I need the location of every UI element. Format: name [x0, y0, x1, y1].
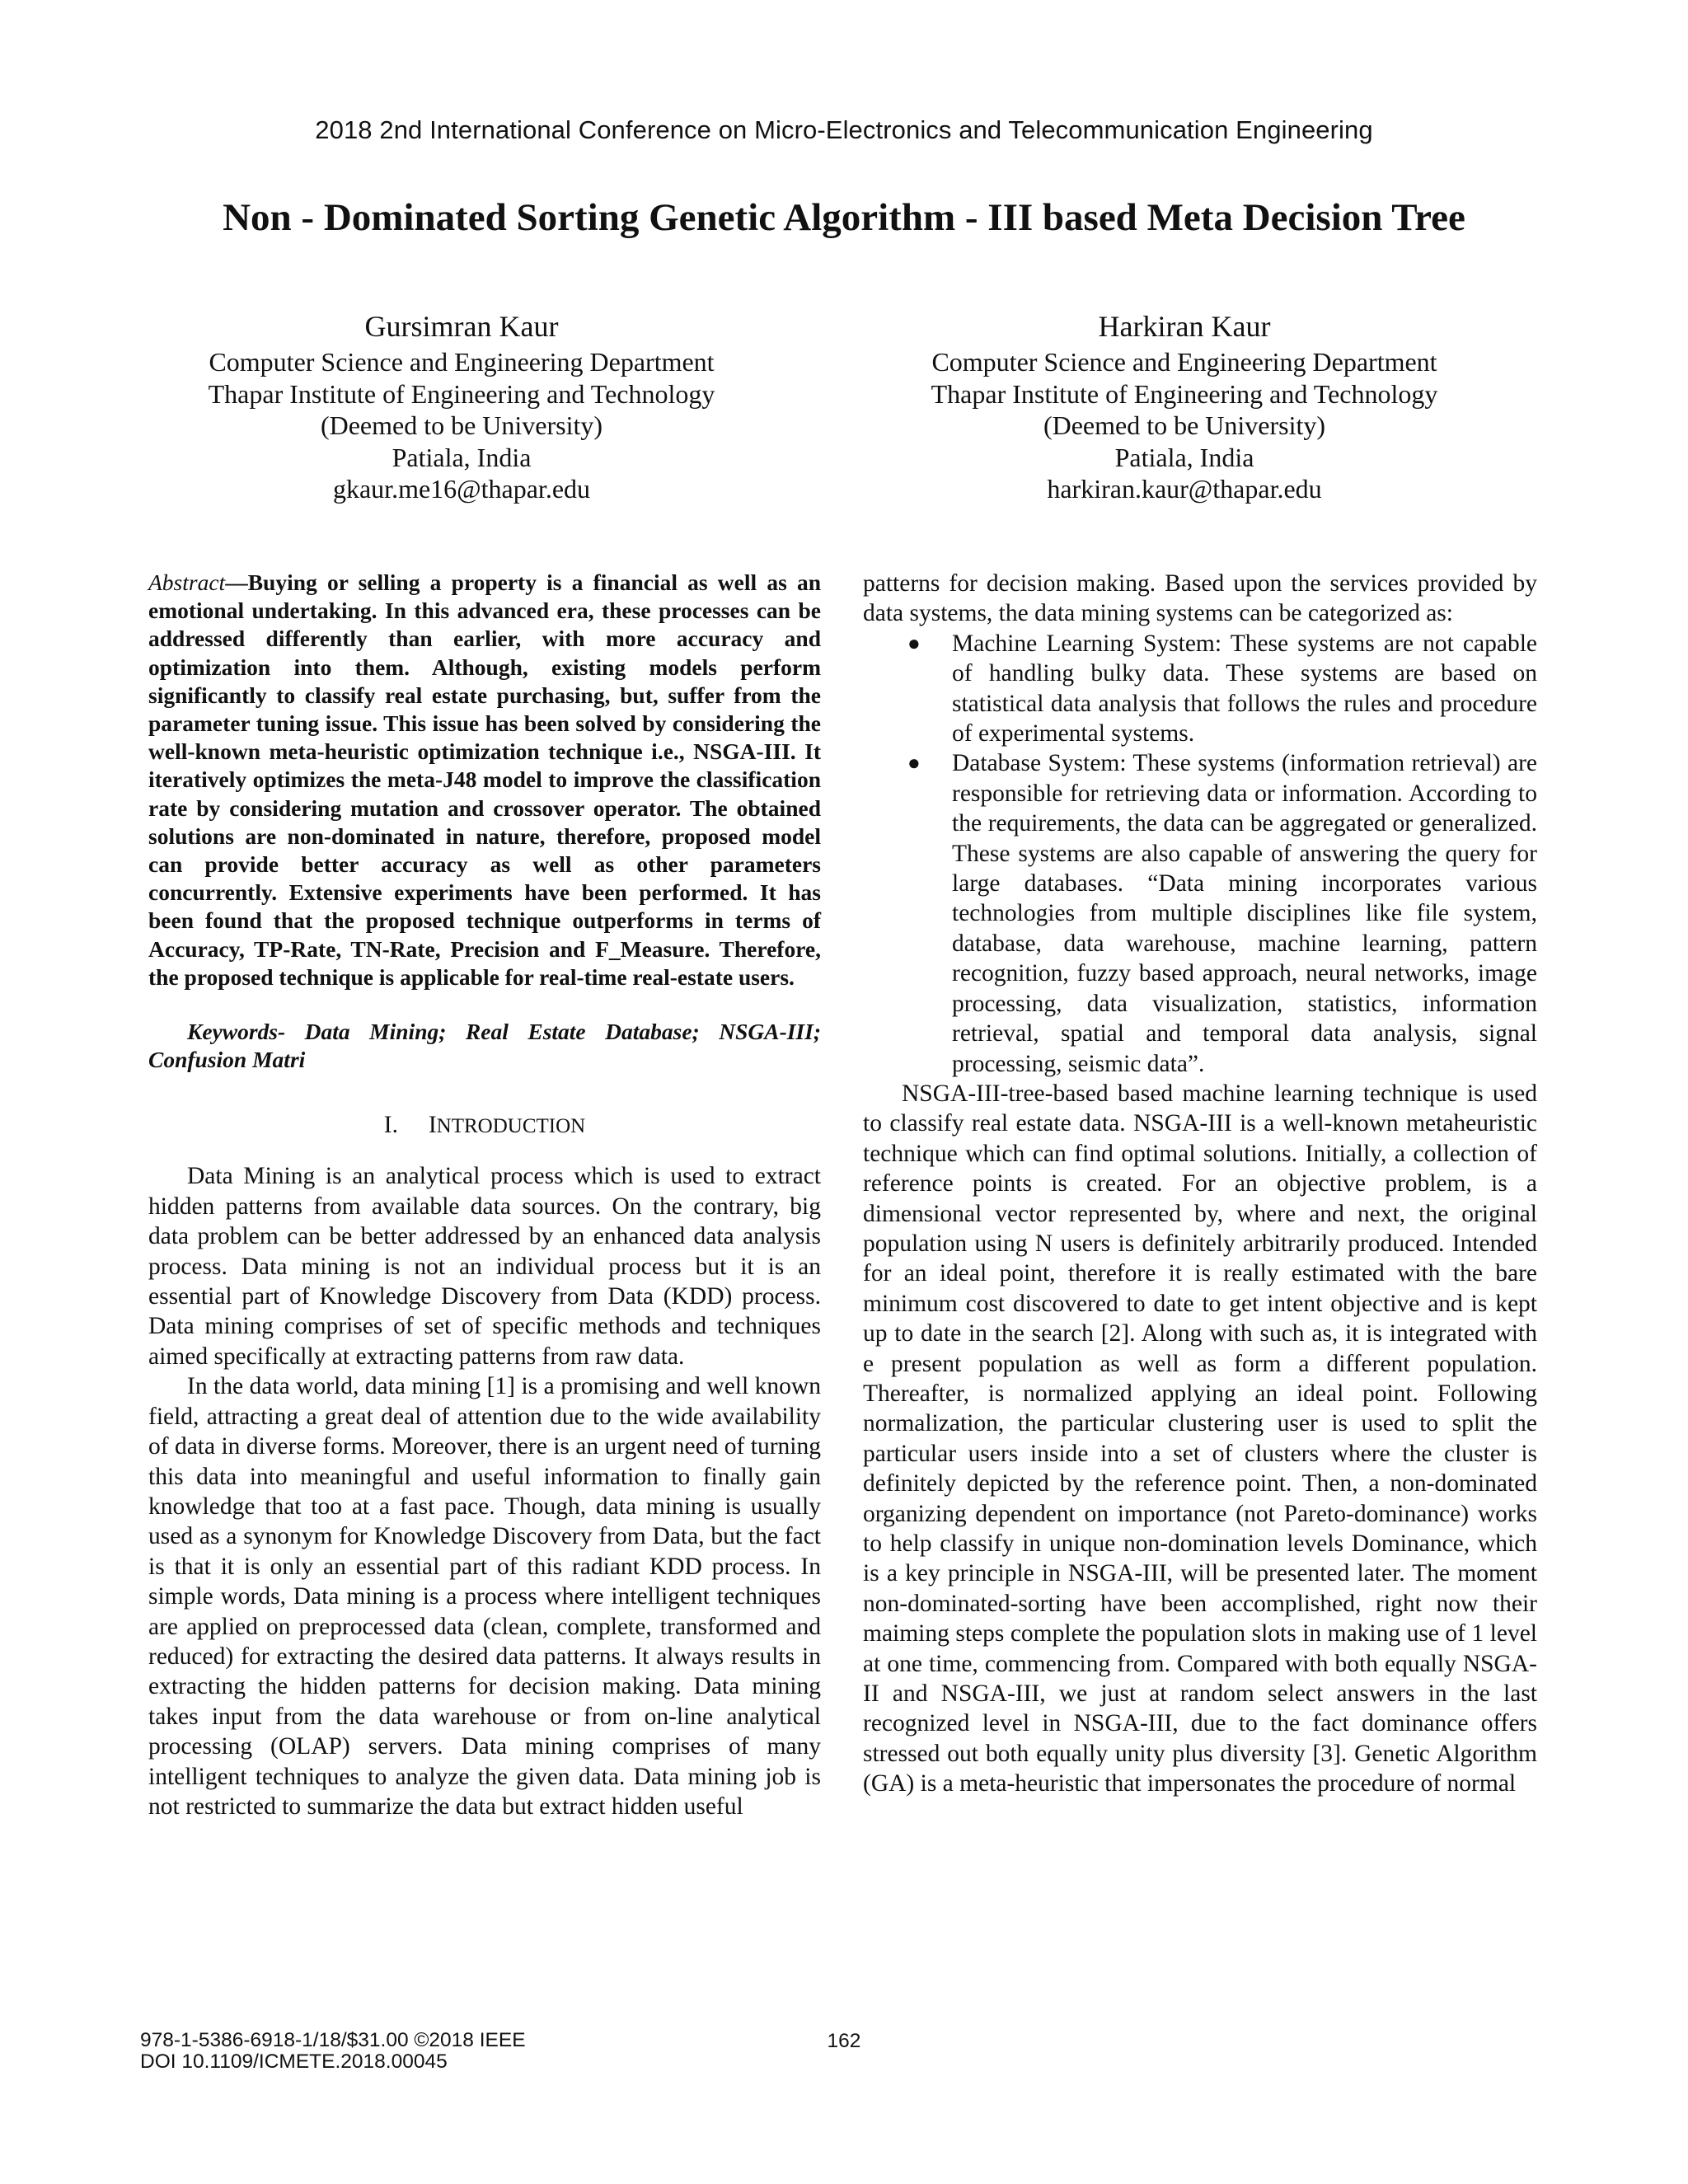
right-column	[863, 569, 1537, 1799]
abstract	[148, 569, 821, 991]
list-item	[863, 748, 1537, 1078]
conference-header: 2018 2nd International Conference on Micro-Electronics and Telecommunication Engineering	[315, 115, 1373, 144]
list-item	[863, 629, 1537, 749]
left-column	[148, 569, 821, 1821]
bullet-icon: ●	[907, 630, 921, 655]
system-types-list	[863, 629, 1537, 1079]
author-status: (Deemed to be University)	[320, 410, 603, 440]
author-email: gkaur.me16@thapar.edu	[332, 474, 591, 504]
bullet-icon: ●	[907, 751, 921, 776]
paper-title: Non - Dominated Sorting Genetic Algorithm - III based Meta Decision Tree	[223, 196, 1465, 239]
author-institute: Thapar Institute of Engineering and Technology	[208, 378, 715, 409]
section-title-rest: NTRODUCTION	[436, 1115, 586, 1138]
abstract-label: Abstract	[148, 569, 226, 595]
section-heading-introduction	[148, 1110, 821, 1141]
author-department: Computer Science and Engineering Department	[931, 347, 1437, 377]
author-name: Harkiran Kaur	[1098, 310, 1271, 343]
list-item-text: Database System: These systems (information retrieval) are responsible for retrieving data or information. According to the requirements, the data can be aggregated or generalized. These systems are also capable of answering the query for large databases. “Data mining incorporates various technologies from multiple disciplines like file system, database, data warehouse, machine learning, pattern recognition, fuzzy based approach, neural networks, image processing, data visualization, statistics, information retrieval, spatial and temporal data analysis, signal processing, seismic data”.	[952, 750, 1537, 1077]
page-number: 162	[827, 2030, 861, 2052]
author-location: Patiala, India	[392, 442, 532, 472]
keywords: Keywords- Data Mining; Real Estate Database; NSGA-III; Confusion Matri	[148, 1019, 821, 1073]
author-block-2	[871, 307, 1498, 505]
author-block-1	[148, 307, 775, 505]
author-location: Patiala, India	[1114, 442, 1254, 472]
intro-paragraph-2: In the data world, data mining [1] is a promising and well known field, attracting a great deal of attention due to the wide availability of data in diverse forms. Moreover, there is an urgent need of turning this data into meaningful and useful information to finally gain knowledge that too at a fast pace. Though, data mining is usually used as a synonym for Knowledge Discovery from Data, but the fact is that it is only an essential part of this radiant KDD process. In simple words, Data mining is a process where intelligent techniques are applied on preprocessed data (clean, complete, transformed and reduced) for extracting the desired data patterns. It always results in extracting the hidden patterns for decision making. Data mining takes input from the data warehouse or from on-line analytical processing (OLAP) servers. Data mining comprises of many intelligent techniques to analyze the given data. Data mining job is not restricted to summarize the data but extract hidden useful	[148, 1373, 821, 1820]
section-title-initial: I	[428, 1112, 437, 1139]
list-item-text: Machine Learning System: These systems are not capable of handling bulky data. These systems are based on statistical data analysis that follows the rules and procedure of experimental systems.	[952, 630, 1537, 748]
author-institute: Thapar Institute of Engineering and Technology	[931, 378, 1438, 409]
intro-paragraph-1: Data Mining is an analytical process which is used to extract hidden patterns from available data sources. On the contrary, big data problem can be better addressed by an enhanced data analysis process. Data mining is not an individual process but it is an essential part of Knowledge Discovery from Data (KDD) process. Data mining comprises of set of specific methods and techniques aimed specifically at extracting patterns from raw data.	[148, 1163, 821, 1370]
author-status: (Deemed to be University)	[1043, 410, 1326, 440]
continuation-paragraph: patterns for decision making. Based upon the services provided by data systems, the data mining systems can be categorized as:	[863, 570, 1537, 627]
footer-isbn: 978-1-5386-6918-1/18/$31.00 ©2018 IEEE	[140, 2029, 526, 2051]
author-email: harkiran.kaur@thapar.edu	[1047, 474, 1322, 504]
author-name: Gursimran Kaur	[364, 310, 559, 343]
author-department: Computer Science and Engineering Department	[209, 347, 715, 377]
section-number: I.	[383, 1112, 398, 1139]
abstract-text: —Buying or selling a property is a financial as well as an emotional undertaking. In this advanced era, these processes can be addressed differently than earlier, with more accuracy and optimization into them. Although, existing models perform significantly to classify real estate purchasing, but, suffer from the parameter tuning issue. This issue has been solved by considering the well-known meta-heuristic optimization technique i.e., NSGA-III. It iteratively optimizes the meta-J48 model to improve the classification rate by considering mutation and crossover operator. The obtained solutions are non-dominated in nature, therefore, proposed model can provide better accuracy as well as other parameters concurrently. Extensive experiments have been performed. It has been found that the proposed technique outperforms in terms of Accuracy, TP-Rate, TN-Rate, Precision and F_Measure. Therefore, the proposed technique is applicable for real-time real-estate users.	[148, 569, 821, 990]
nsga-paragraph: NSGA-III-tree-based based machine learning technique is used to classify real estate data. NSGA-III is a well-known metaheuristic technique which can find optimal solutions. Initially, a collection of reference points is created. For an objective problem, is a dimensional vector represented by, where and next, the original population using N users is definitely arbitrarily produced. Intended for an ideal point, therefore it is really estimated with the bare minimum cost discovered to date to get intent objective and is kept up to date in the search [2]. Along with such as, it is integrated with e present population as well as form a different population. Thereafter, is normalized applying an ideal point. Following normalization, the particular clustering user is used to split the particular users inside into a set of clusters where the cluster is definitely depicted by the reference point. Then, a non-dominated organizing dependent on importance (not Pareto-dominance) works to help classify in unique non-domination levels Dominance, which is a key principle in NSGA-III, will be presented later. The moment non-dominated-sorting have been accomplished, right now their maiming steps complete the population slots in making use of 1 level at one time, commencing from. Compared with both equally NSGA-II and NSGA-III, we just at random select answers in the last recognized level in NSGA-III, due to the fact dominance offers stressed out both equally unity plus diversity [3]. Genetic Algorithm (GA) is a meta-heuristic that impersonates the procedure of normal	[863, 1080, 1537, 1797]
footer-doi: DOI 10.1109/ICMETE.2018.00045	[140, 2050, 448, 2073]
